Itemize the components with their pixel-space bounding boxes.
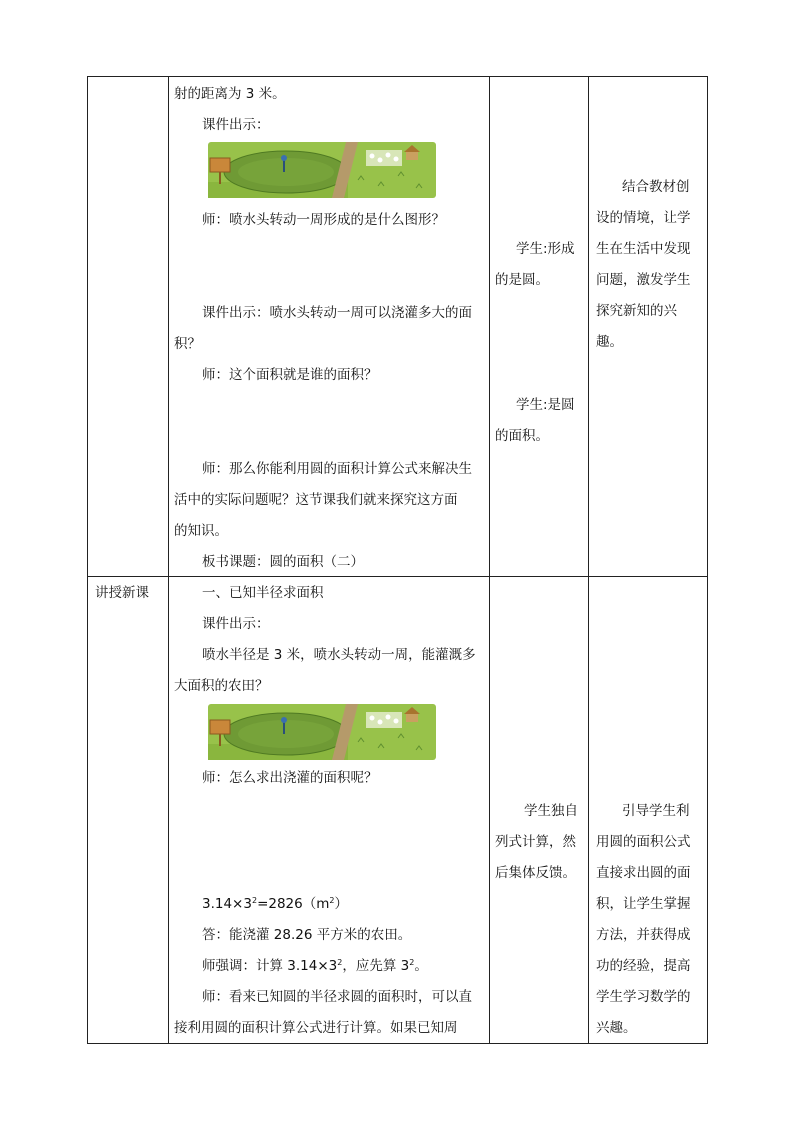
table-col-divider-1 [168,76,169,1044]
table-border-top [87,76,707,77]
table-row-divider [87,576,707,577]
design-intent-line: 设的情境，让学 [596,210,691,226]
teacher-text-line: 活中的实际问题呢？这节课我们就来探究这方面 [174,492,458,508]
design-intent-line: 兴趣。 [596,1020,637,1036]
emphasis-middle: ，应先算 3 [342,958,410,974]
emphasis-suffix: 。 [414,958,428,974]
student-response-line: 学生独自 [524,803,578,819]
design-intent-line: 引导学生利 [622,803,690,819]
emphasis-exponent: 2 [337,958,343,967]
table-col-divider-3 [588,76,589,1044]
teacher-text-line: 课件出示：喷水头转动一周可以浇灌多大的面 [202,305,472,321]
design-intent-line: 积，让学生掌握 [596,896,691,912]
student-response-line: 的是圆。 [495,272,549,288]
summary-line: 接利用圆的面积计算公式进行计算。如果已知周 [174,1020,458,1036]
design-intent-line: 功的经验，提高 [596,958,691,974]
student-response-line: 列式计算，然 [495,834,576,850]
student-response-line: 的面积。 [495,428,549,444]
design-intent-line: 直接求出圆的面 [596,865,691,881]
formula-prefix: 3.14×3 [202,896,252,912]
student-response-line: 学生:形成 [516,241,575,257]
courseware-label: 课件出示： [202,616,270,632]
sprinkler-field-picture [208,704,436,760]
design-intent-line: 生在生活中发现 [596,241,691,257]
teacher-text-line: 积？ [174,336,201,352]
formula-exponent: 2 [251,896,258,905]
table-border-right [707,76,708,1044]
table-border-bottom [87,1043,707,1044]
courseware-label: 课件出示： [202,117,270,133]
formula-result: =2826（m [257,896,330,912]
answer-line: 答：能浇灌 28.26 平方米的农田。 [202,927,412,943]
teacher-text-line: 射的距离为 3 米。 [174,86,286,102]
design-intent-line: 用圆的面积公式 [596,834,691,850]
table-col-divider-2 [489,76,490,1044]
design-intent-line: 趣。 [596,334,623,350]
design-intent-line: 问题，激发学生 [596,272,691,288]
sprinkler-field-picture [208,142,436,198]
stage-label: 讲授新课 [95,585,149,601]
formula-suffix: ） [334,896,348,912]
design-intent-line: 探究新知的兴 [596,303,677,319]
design-intent-line: 学生学习数学的 [596,989,691,1005]
teacher-text-line: 的知识。 [174,523,228,539]
teacher-question: 师：这个面积就是谁的面积？ [202,367,378,383]
problem-text-line: 喷水半径是 3 米，喷水头转动一周，能灌溉多 [202,647,476,663]
summary-line: 师：看来已知圆的半径求圆的面积时，可以直 [202,989,472,1005]
emphasis-line [202,958,428,974]
student-response-line: 学生:是圆 [516,397,575,413]
board-title: 板书课题：圆的面积（二） [202,554,364,570]
section-heading: 一、已知半径求面积 [202,585,324,601]
emphasis-prefix: 师强调：计算 3.14×3 [202,958,338,974]
student-response-line: 后集体反馈。 [495,865,576,881]
formula-line [202,896,348,912]
teacher-question: 师：喷水头转动一周形成的是什么图形？ [202,212,445,228]
teacher-question: 师：怎么求出浇灌的面积呢？ [202,770,378,786]
design-intent-line: 结合教材创 [622,179,690,195]
emphasis-exponent: 2 [409,958,415,967]
table-border-left [87,76,88,1044]
teacher-text-line: 师：那么你能利用圆的面积计算公式来解决生 [202,461,472,477]
problem-text-line: 大面积的农田？ [174,678,269,694]
formula-unit-exponent: 2 [329,896,335,905]
design-intent-line: 方法，并获得成 [596,927,691,943]
